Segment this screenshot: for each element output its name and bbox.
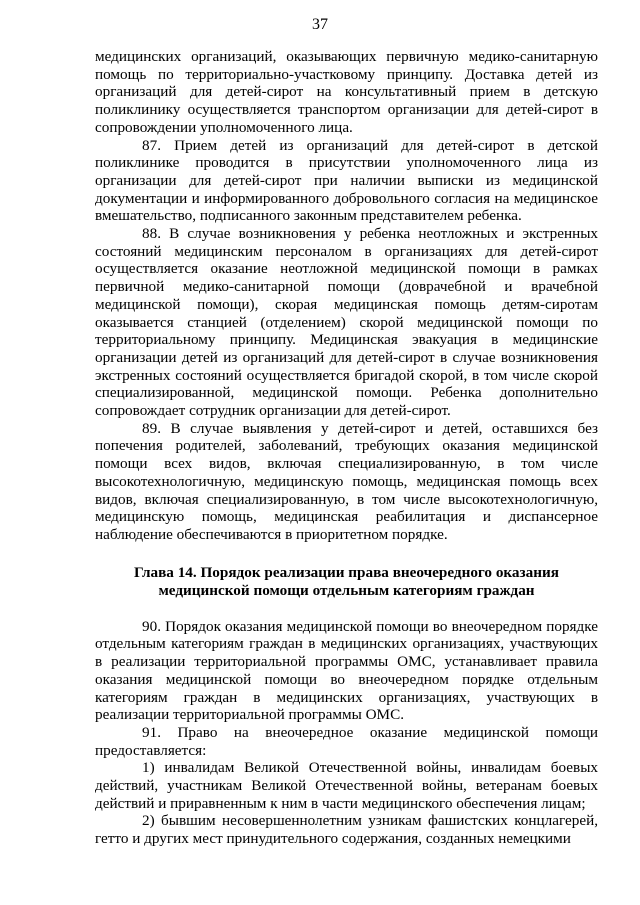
paragraph-91-item-1: 1) инвалидам Великой Отечественной войны, инвалидам боевых действий, участникам Великой Отечественной войны, ветеранам боевых действий и приравненным к ним в части медицинского обеспечения лицам;: [95, 759, 598, 812]
paragraph-91: 91. Право на внеочередное оказание медицинской помощи предоставляется:: [95, 723, 598, 759]
paragraph-87: 87. Прием детей из организаций для детей-сирот в детской поликлинике проводится в присутствии уполномоченного лица из организации для детей-сирот при наличии выписки из медицинской документации и информированного добровольного согласия на медицинское вмешательство, подписанного законным представителем ребенка.: [95, 136, 598, 225]
chapter-heading-line-1: Глава 14. Порядок реализации права внеочередного оказания: [134, 563, 559, 581]
page-number: 37: [312, 16, 328, 33]
paragraph-88: 88. В случае возникновения у ребенка неотложных и экстренных состояний медицинским персоналом в организациях для детей-сирот осуществляется оказание неотложной медицинской помощи в рамках первичной медико-санитарной помощи (доврачебной и врачебной медицинской помощи), скорая медицинская помощь детям-сиротам оказывается станцией (отделением) скорой медицинской помощи по территориальному принципу. Медицинская эвакуация в медицинские организации детей из организаций для детей-сирот в случае возникновения экстренных состояний осуществляется бригадой скорой, в том числе скорой специализированной, медицинской помощи. Ребенка дополнительно сопровождает сотрудник организации для детей-сирот.: [95, 225, 598, 420]
chapter-heading-line-2: медицинской помощи отдельным категориям граждан: [158, 581, 535, 599]
paragraph-continued: медицинских организаций, оказывающих первичную медико-санитарную помощь по территориально-участковому принципу. Доставка детей из организаций для детей-сирот на консультативный прием в детскую поликлинику осуществляется транспортом организации для детей-сирот в сопровождении уполномоченного лица.: [95, 48, 598, 136]
paragraph-91-item-2: 2) бывшим несовершеннолетним узникам фашистских концлагерей, гетто и других мест принудительного содержания, созданных немецкими: [95, 812, 598, 848]
chapter-heading: [95, 564, 598, 600]
page-body: [95, 48, 598, 848]
paragraph-89: 89. В случае выявления у детей-сирот и детей, оставшихся без попечения родителей, заболеваний, требующих оказания медицинской помощи всех видов, включая специализированную, в том числе высокотехнологичную, медицинскую помощь, медицинская помощь всех видов, включая специализированную, в том числе высокотехнологичную, медицинскую помощь, медицинская реабилитация и диспансерное наблюдение обеспечиваются в приоритетном порядке.: [95, 419, 598, 543]
paragraph-90: 90. Порядок оказания медицинской помощи во внеочередном порядке отдельным категориям граждан в медицинских организациях, участвующих в реализации территориальной программы ОМС, устанавливает правила оказания медицинской помощи во внеочередном порядке отдельным категориям граждан в медицинских организациях, участвующих в реализации территориальной программы ОМС.: [95, 617, 598, 724]
